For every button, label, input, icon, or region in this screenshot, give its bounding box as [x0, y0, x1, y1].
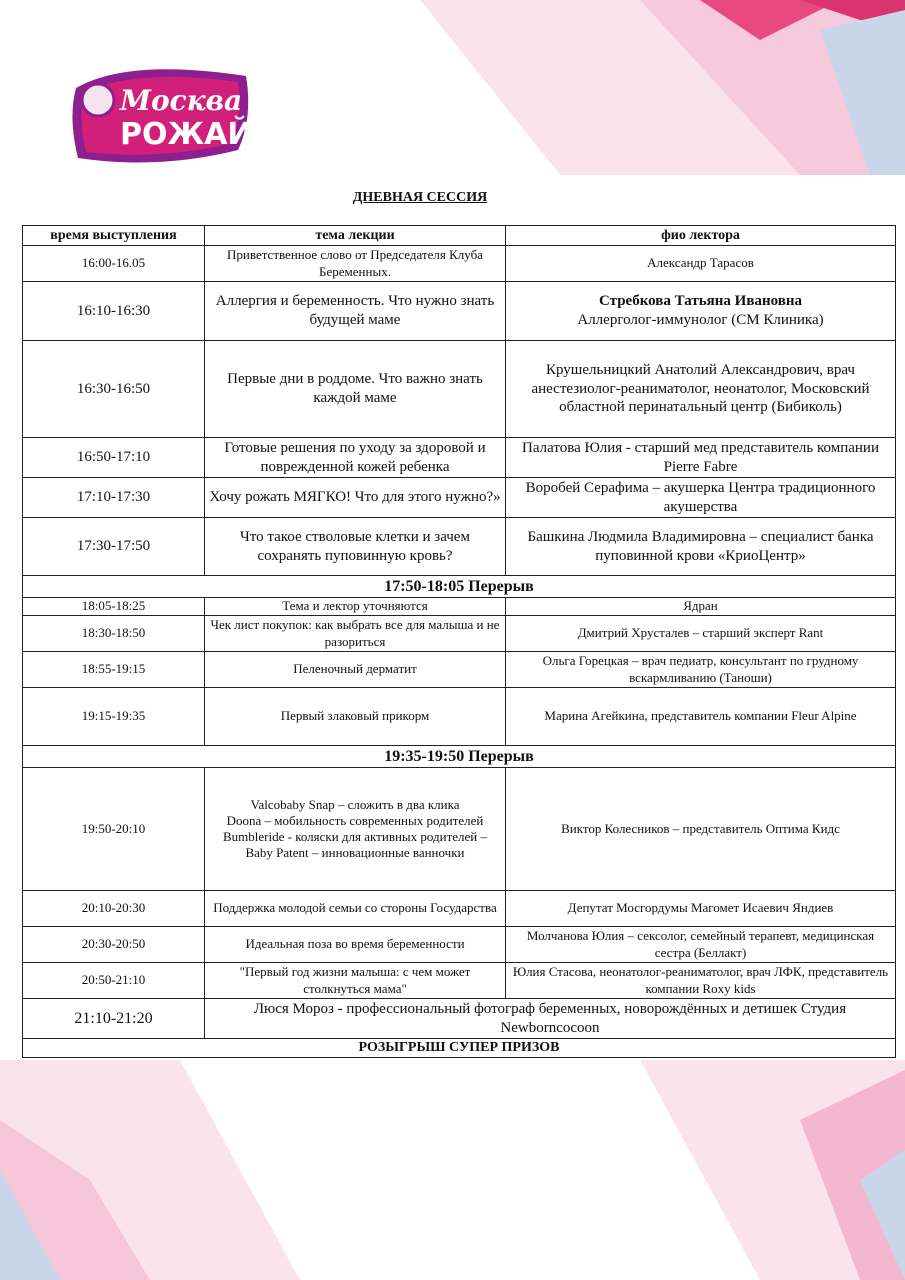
row-topic — [205, 768, 506, 891]
row-topic: Идеальная поза во время беременности — [205, 927, 506, 963]
table-row — [23, 518, 896, 576]
row-time: 20:50-21:10 — [23, 963, 205, 999]
session-title: ДНЕВНАЯ СЕССИЯ — [352, 190, 488, 205]
table-row — [23, 598, 896, 616]
row-time: 21:10-21:20 — [23, 999, 205, 1039]
table-row — [23, 478, 896, 518]
row-lecturer: Ядран — [506, 598, 896, 616]
row-topic: Чек лист покупок: как выбрать все для малыша и не разориться — [205, 616, 506, 652]
table-header-row — [23, 226, 896, 246]
topic-line: Baby Patent – инновационные ванночки — [245, 845, 465, 861]
table-row — [23, 652, 896, 688]
row-topic: Приветственное слово от Председателя Клуба Беременных. — [205, 246, 506, 282]
table-row — [23, 891, 896, 927]
row-lecturer: Воробей Серафима – акушерка Центра традиционного акушерства — [506, 478, 896, 518]
row-time: 17:30-17:50 — [23, 518, 205, 576]
row-lecturer: Юлия Стасова, неонатолог-реаниматолог, врач ЛФК, представитель компании Roxy kids — [506, 963, 896, 999]
table-row — [23, 616, 896, 652]
row-time: 18:05-18:25 — [23, 598, 205, 616]
lecturer-role: Аллерголог-иммунолог (СМ Клиника) — [577, 312, 824, 328]
table-row — [23, 282, 896, 341]
row-topic: Пеленочный дерматит — [205, 652, 506, 688]
logo-text-bottom: РОЖАЙ — [120, 117, 253, 152]
row-time: 16:10-16:30 — [23, 282, 205, 341]
row-topic: Тема и лектор уточняются — [205, 598, 506, 616]
break-label: 17:50-18:05 Перерыв — [23, 576, 896, 598]
header-topic: тема лекции — [205, 226, 506, 246]
row-time: 18:55-19:15 — [23, 652, 205, 688]
row-topic: Готовые решения по уходу за здоровой и поврежденной кожей ребенка — [205, 438, 506, 478]
row-lecturer: Александр Тарасов — [506, 246, 896, 282]
row-time: 20:30-20:50 — [23, 927, 205, 963]
break-label: 19:35-19:50 Перерыв — [23, 746, 896, 768]
table-row — [23, 341, 896, 438]
logo-text-top: Москва — [120, 84, 243, 117]
row-lecturer: Виктор Колесников – представитель Оптима Кидс — [506, 768, 896, 891]
row-lecturer: Марина Агейкина, представитель компании Fleur Alpine — [506, 688, 896, 746]
row-lecturer: Молчанова Юлия – сексолог, семейный терапевт, медицинская сестра (Беллакт) — [506, 927, 896, 963]
row-lecturer — [506, 282, 896, 341]
table-row — [23, 963, 896, 999]
row-lecturer: Палатова Юлия - старший мед представитель компании Pierre Fabre — [506, 438, 896, 478]
table-row — [23, 246, 896, 282]
row-time: 20:10-20:30 — [23, 891, 205, 927]
brand-logo — [68, 58, 253, 170]
row-topic: Первые дни в роддоме. Что важно знать каждой маме — [205, 341, 506, 438]
final-row — [23, 1039, 896, 1058]
row-lecturer: Крушельницкий Анатолий Александрович, врач анестезиолог-реаниматолог, неонатолог, Московский областной перинатальный центр (Бибиколь) — [506, 341, 896, 438]
row-topic: Что такое стволовые клетки и зачем сохранять пуповинную кровь? — [205, 518, 506, 576]
final-label: РОЗЫГРЫШ СУПЕР ПРИЗОВ — [23, 1039, 896, 1058]
row-lecturer: Ольга Горецкая – врач педиатр, консультант по грудному вскармливанию (Таноши) — [506, 652, 896, 688]
row-lecturer: Депутат Мосгордумы Магомет Исаевич Яндиев — [506, 891, 896, 927]
break-row — [23, 746, 896, 768]
topic-line: Valcobaby Snap – сложить в два клика — [250, 796, 460, 812]
schedule-table — [22, 225, 896, 1058]
table-row — [23, 927, 896, 963]
row-time: 16:00-16.05 — [23, 246, 205, 282]
row-topic: Первый злаковый прикорм — [205, 688, 506, 746]
header-time: время выступления — [23, 226, 205, 246]
row-lecturer: Дмитрий Хрусталев – старший эксперт Rant — [506, 616, 896, 652]
row-lecturer: Башкина Людмила Владимировна – специалист банка пуповинной крови «КриоЦентр» — [506, 518, 896, 576]
row-time: 18:30-18:50 — [23, 616, 205, 652]
row-topic: "Первый год жизни малыша: с чем может столкнуться мама" — [205, 963, 506, 999]
topic-line: Bumbleride - коляски для активных родителей – — [222, 829, 488, 844]
row-time: 19:50-20:10 — [23, 768, 205, 891]
row-topic: Поддержка молодой семьи со стороны Государства — [205, 891, 506, 927]
row-topic: Аллергия и беременность. Что нужно знать будущей маме — [205, 282, 506, 341]
row-merged-content: Люся Мороз - профессиональный фотограф беременных, новорождённых и детишек Студия Newborncocoon — [205, 999, 896, 1039]
table-row — [23, 999, 896, 1039]
table-row — [23, 768, 896, 891]
topic-line: Doona – мобильность современных родителей — [226, 812, 484, 828]
baby-icon — [82, 84, 114, 116]
row-time: 16:30-16:50 — [23, 341, 205, 438]
row-time: 17:10-17:30 — [23, 478, 205, 518]
row-topic: Хочу рожать МЯГКО! Что для этого нужно?» — [205, 478, 506, 518]
header-lecturer: фио лектора — [506, 226, 896, 246]
table-row — [23, 688, 896, 746]
table-row — [23, 438, 896, 478]
row-time: 16:50-17:10 — [23, 438, 205, 478]
break-row — [23, 576, 896, 598]
row-time: 19:15-19:35 — [23, 688, 205, 746]
lecturer-name: Стребкова Татьяна Ивановна — [599, 293, 802, 310]
